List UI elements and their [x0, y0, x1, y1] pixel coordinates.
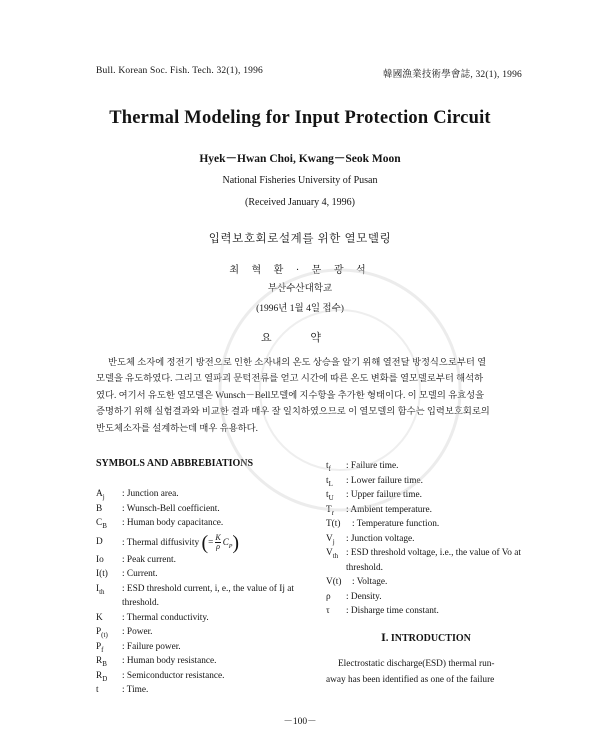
- symbol-description: : Peak current.: [122, 554, 176, 565]
- symbol: V(t): [326, 577, 342, 587]
- symbol: $R_B$: [96, 656, 107, 668]
- symbol-description: : Junction voltage.: [346, 533, 415, 544]
- symbol: $V_j$: [326, 533, 335, 546]
- symbol-subscript: D: [102, 674, 108, 683]
- symbols-list-right: [326, 459, 526, 619]
- symbol-row: [326, 517, 526, 532]
- symbol-row: [96, 553, 311, 568]
- symbol-description: : Density.: [346, 591, 382, 602]
- symbol: $t_U$: [326, 490, 334, 502]
- abstract-line: 모델을 유도하였다. 그리고 열파괴 문턱전류를 얻고 시간에 따른 온도 변화를 열모델로부터 해석하: [96, 374, 484, 385]
- abstract-line: 였다. 여기서 유도한 열모델은 Wunsch－Bell모델에 지수항을 추가한 형태이다. 이 모델의 유효성을: [96, 390, 485, 401]
- symbol: t: [96, 685, 99, 695]
- symbol-row: [326, 503, 526, 518]
- symbol-row: [326, 532, 526, 547]
- symbol-row: [96, 582, 311, 611]
- symbol-row: [96, 502, 311, 517]
- symbol-row: [326, 604, 526, 619]
- symbol: $R_D$: [96, 670, 108, 683]
- symbol: I(t): [96, 569, 108, 579]
- affiliation: National Fisheries University of Pusan: [222, 175, 378, 186]
- paper-title: Thermal Modeling for Input Protection Circuit: [109, 108, 491, 128]
- symbol: ρ: [326, 591, 331, 602]
- symbol: τ: [326, 606, 330, 616]
- symbol-subscript: B: [102, 521, 107, 530]
- symbol: $V_{th}$: [326, 548, 339, 560]
- formula-paren-open: (: [201, 531, 209, 554]
- symbol-subscript: f: [328, 464, 331, 473]
- symbol-description: : Upper failure time.: [346, 490, 422, 500]
- korean-authors: 최 혁 환 · 문 광 석: [229, 265, 371, 276]
- symbol-subscript: r: [331, 508, 335, 517]
- fraction-denominator: ρ: [216, 541, 220, 551]
- introduction-line: Electrostatic discharge(ESD) thermal run-: [338, 659, 495, 669]
- symbol-description: : Junction area.: [122, 489, 179, 499]
- symbol: Io: [96, 554, 104, 565]
- introduction-heading: Ⅰ. INTRODUCTION: [381, 633, 471, 644]
- symbol-description: : Temperature function.: [352, 519, 440, 529]
- symbol-subscript: j: [102, 492, 105, 501]
- introduction-line: away has been identified as one of the failure: [326, 675, 495, 685]
- page-number: －100－: [283, 717, 317, 727]
- symbol-description: : Failure power.: [122, 641, 181, 652]
- abstract-line: 반도체 소자에 정전기 방전으로 인한 소자내의 온도 상승을 알기 위해 열전달 방정식으로부터 열: [108, 358, 487, 368]
- symbol-description: : Thermal conductivity.: [122, 612, 209, 623]
- symbol-description: : Wunsch-Bell coefficient.: [122, 503, 220, 514]
- symbol-row: [96, 683, 311, 698]
- symbol: $t_f$: [326, 461, 331, 473]
- symbols-heading: SYMBOLS AND ABBREBIATIONS: [96, 458, 254, 469]
- symbol-row: [326, 474, 526, 489]
- symbol-row: [96, 654, 311, 669]
- symbol-description: : Semiconductor resistance.: [122, 670, 225, 681]
- symbol: D: [96, 536, 103, 547]
- symbol-description: : Failure time.: [346, 461, 399, 471]
- symbols-list-left: [96, 487, 311, 698]
- symbol: $P_{(t)}$: [96, 627, 108, 639]
- korean-affiliation: 부산수산대학교: [267, 284, 333, 294]
- abstract-body: [96, 355, 521, 437]
- symbol-description: : Power.: [122, 627, 153, 637]
- symbol-row: [96, 487, 311, 502]
- symbol-row: [96, 669, 311, 684]
- symbol-description: : ESD threshold voltage, i.e., the value of Vo at threshold.: [346, 548, 521, 573]
- symbol-description: : Time.: [122, 685, 149, 695]
- symbol: $C_B$: [96, 518, 107, 530]
- symbol-row: [96, 611, 311, 626]
- symbol-description: : Ambient temperature.: [346, 504, 432, 515]
- symbol: T(t): [326, 519, 341, 529]
- received-date: (Received January 4, 1996): [245, 197, 355, 208]
- formula-paren-close: ): [232, 531, 240, 554]
- korean-received-date: (1996년 1월 4일 접수): [256, 304, 344, 314]
- symbol-row: [326, 575, 526, 590]
- symbol-subscript: th: [332, 551, 339, 560]
- symbol-subscript: j: [332, 537, 335, 546]
- symbol-row: [326, 488, 526, 503]
- symbol-row: [96, 516, 311, 531]
- symbol: $A_j$: [96, 489, 105, 501]
- symbol-description: : Voltage.: [352, 577, 388, 587]
- symbol-row: [96, 531, 311, 553]
- symbol: $P_f$: [96, 641, 104, 654]
- symbol: $I_{th}$: [96, 583, 105, 596]
- symbol: K: [96, 612, 103, 623]
- symbol-description: : Human body capacitance.: [122, 518, 224, 528]
- symbol-description: : Human body resistance.: [122, 656, 217, 666]
- symbol-row: [96, 640, 311, 655]
- abstract-line: 반도체소자를 설계하는데 매우 유용하다.: [96, 423, 258, 434]
- running-header-right: 韓國漁業技術學會誌, 32(1), 1996: [383, 70, 522, 80]
- introduction-body: [326, 656, 526, 688]
- formula-equals: =: [208, 537, 214, 548]
- symbol: B: [96, 503, 103, 514]
- korean-title: 입력보호회로설계를 위한 열모델링: [208, 233, 392, 245]
- symbol-subscript: (t): [101, 630, 108, 639]
- diffusivity-fraction: [215, 534, 220, 551]
- symbol-description: : Lower failure time.: [346, 475, 423, 486]
- symbol-description: : Current.: [122, 569, 158, 579]
- symbol-row: [326, 546, 526, 575]
- abstract-heading: 요 약: [260, 332, 339, 344]
- symbol-row: [96, 625, 311, 640]
- symbol-subscript: U: [328, 493, 334, 502]
- abstract-line: 증명하기 위해 실험결과와 비교한 결과 매우 잘 일치하였으므로 이 열모델의 함수는 입력보호회로의: [96, 407, 490, 418]
- author-list: Hyek－Hwan Choi, Kwang－Seok Moon: [199, 153, 401, 165]
- running-header-left: Bull. Korean Soc. Fish. Tech. 32(1), 1996: [96, 66, 263, 76]
- symbol-subscript: th: [99, 587, 105, 596]
- symbol-description: : ESD threshold current, i, e., the value of Ij at threshold.: [122, 583, 294, 608]
- symbol-row: [326, 590, 526, 605]
- symbol-description: : Disharge time constant.: [346, 606, 439, 616]
- symbol-subscript: L: [328, 479, 333, 488]
- symbol-subscript: B: [102, 659, 107, 668]
- symbol-subscript: f: [101, 645, 104, 654]
- symbol: $T_r$: [326, 504, 335, 517]
- formula-tail: $C_P$: [222, 536, 233, 550]
- symbol-row: [326, 459, 526, 474]
- fraction-numerator: K: [215, 532, 221, 542]
- symbol-row: [96, 567, 311, 582]
- symbol: $t_L$: [326, 475, 333, 488]
- symbol-description: : Thermal diffusivity: [122, 537, 200, 548]
